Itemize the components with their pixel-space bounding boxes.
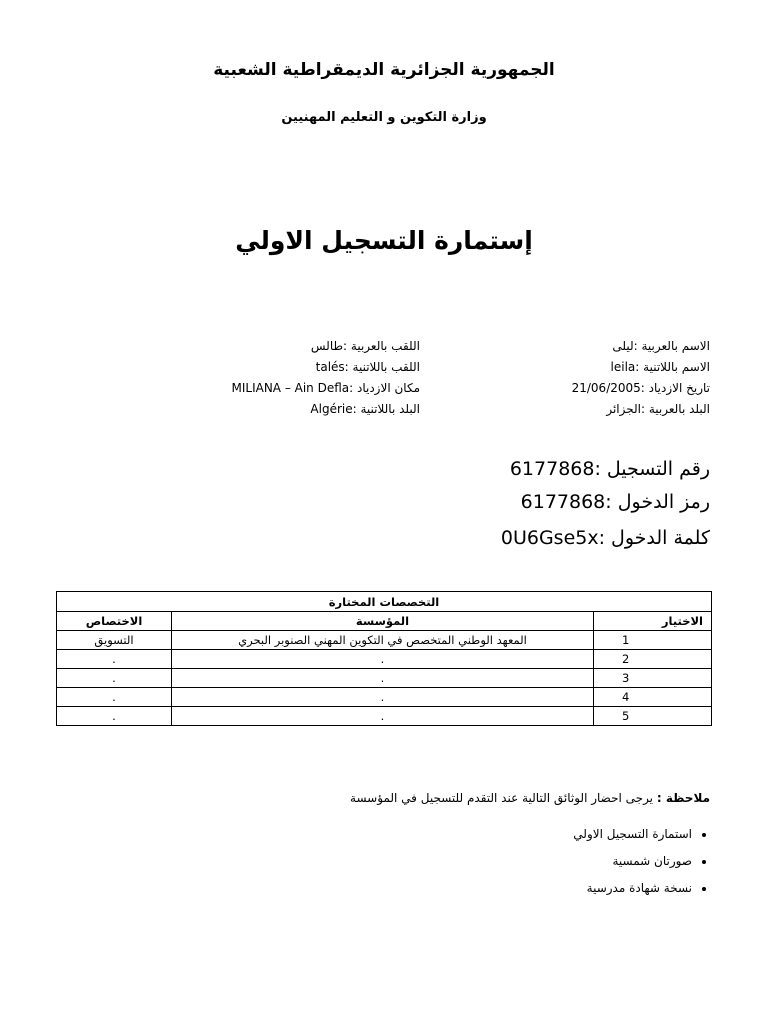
cell-choice: 5 xyxy=(594,707,712,726)
cell-choice: 4 xyxy=(594,688,712,707)
country-latin: البلد باللاتنية :Algérie xyxy=(310,402,420,416)
table-row xyxy=(57,631,712,650)
cell-specialty: . xyxy=(57,650,172,669)
cell-choice: 3 xyxy=(594,669,712,688)
header-institution: المؤسسة xyxy=(172,612,594,631)
note-label: ملاحظة : xyxy=(656,791,710,805)
table-row xyxy=(57,688,712,707)
cell-specialty: . xyxy=(57,688,172,707)
ministry-title: وزارة التكوين و التعليم المهنيين xyxy=(281,110,487,125)
cell-specialty: التسويق xyxy=(57,631,172,650)
cell-specialty: . xyxy=(57,669,172,688)
last-name-latin: اللقب باللاتنية :talés xyxy=(315,360,420,374)
cell-institution: . xyxy=(172,688,594,707)
header-specialty: الاختصاص xyxy=(57,612,172,631)
first-name-latin: الاسم باللاتنية :leila xyxy=(610,360,710,374)
table-caption: التخصصات المختارة xyxy=(57,592,712,612)
documents-list xyxy=(573,822,710,903)
table-row xyxy=(57,650,712,669)
list-item: • نسخة شهادة مدرسية xyxy=(573,876,692,903)
choices-table xyxy=(56,591,712,726)
header-choice: الاختيار xyxy=(594,612,712,631)
first-name-arabic: الاسم بالعربية :ليلى xyxy=(612,339,710,353)
birth-date: تاريخ الازدياد :21/06/2005 xyxy=(571,381,710,395)
table-row xyxy=(57,669,712,688)
password: كلمة الدخول :0U6Gse5x xyxy=(500,527,710,549)
note-text: يرجى احضار الوثائق التالية عند التقدم للتسجيل في المؤسسة xyxy=(350,791,654,805)
last-name-arabic: اللقب بالعربية :طالس xyxy=(310,339,420,353)
country-arabic: البلد بالعربية :الجزائر xyxy=(606,402,710,416)
personal-info-left xyxy=(120,336,420,420)
cell-choice: 1 xyxy=(594,631,712,650)
republic-title: الجمهورية الجزائرية الديمقراطية الشعبية xyxy=(213,60,555,80)
login-code: رمز الدخول :6177868 xyxy=(520,491,710,513)
list-item: • استمارة التسجيل الاولي xyxy=(573,822,692,849)
birth-place: مكان الازدياد :MILIANA – Ain Defla xyxy=(231,381,420,395)
cell-specialty: . xyxy=(57,707,172,726)
cell-institution: . xyxy=(172,707,594,726)
cell-institution: . xyxy=(172,650,594,669)
personal-info-right xyxy=(410,336,710,420)
list-item: • صورتان شمسية xyxy=(573,849,692,876)
registration-number: رقم التسجيل :6177868 xyxy=(509,458,710,480)
note xyxy=(350,791,710,805)
cell-institution: المعهد الوطني المتخصص في التكوين المهني الصنوبر البحري xyxy=(172,631,594,650)
table-row xyxy=(57,707,712,726)
cell-choice: 2 xyxy=(594,650,712,669)
form-title: إستمارة التسجيل الاولي xyxy=(235,226,533,255)
cell-institution: . xyxy=(172,669,594,688)
